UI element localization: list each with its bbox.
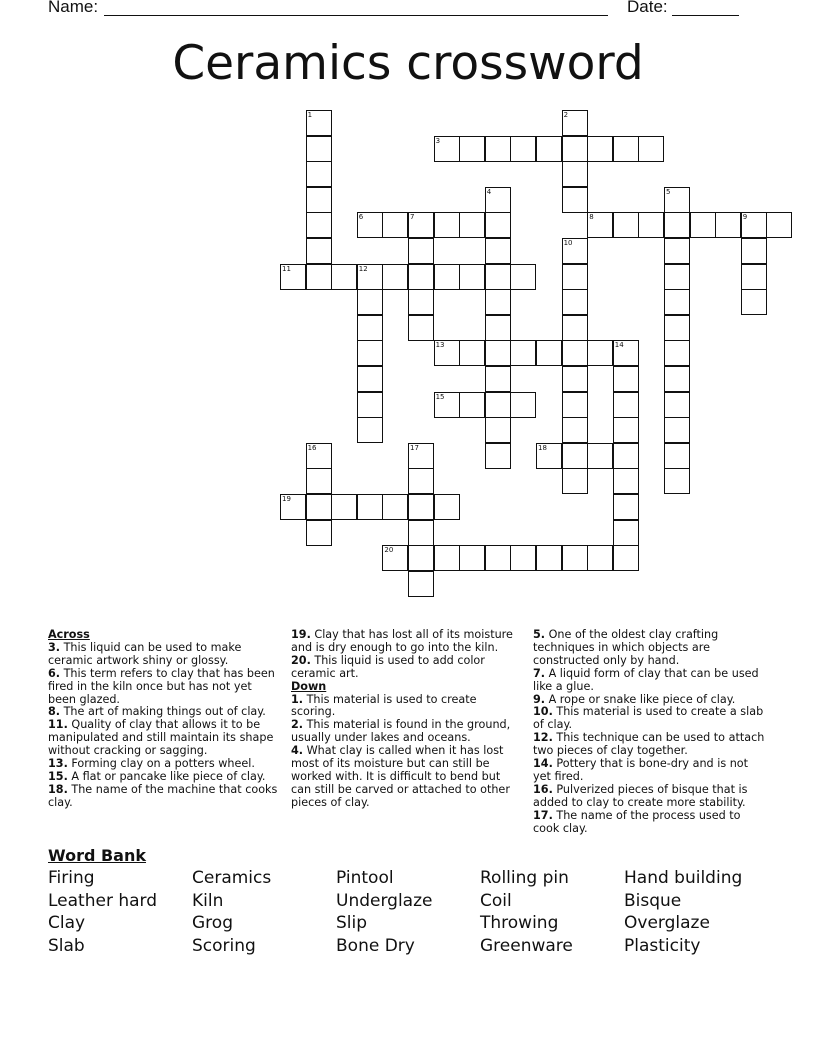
down-clue [533,758,765,784]
crossword-cell[interactable] [613,392,639,418]
clue-number: 10. [533,705,553,719]
crossword-cell[interactable] [562,136,588,162]
crossword-cell[interactable] [613,520,639,546]
clue-number: 15 [435,392,445,401]
across-heading: Across [48,628,90,641]
across-clue [291,629,523,655]
clue-number: 15. [48,769,68,783]
page-title: Ceramics crossword [172,36,644,91]
crossword-cell[interactable] [664,289,690,315]
crossword-cell[interactable] [459,392,485,418]
clue-number: 18 [538,443,547,452]
crossword-cell[interactable] [562,366,588,392]
down-clue [533,784,765,810]
crossword-cell[interactable] [638,212,664,238]
word-bank-word: Rolling pin [480,868,569,888]
crossword-cell[interactable] [587,443,613,469]
crossword-cell[interactable] [357,315,383,341]
crossword-cell[interactable] [613,468,639,494]
crossword-cell[interactable] [613,443,639,469]
crossword-cell[interactable] [664,238,690,264]
crossword-cell[interactable] [357,289,383,315]
down-heading: Down [291,679,327,693]
crossword-cell[interactable] [562,443,588,469]
crossword-cell[interactable] [306,520,332,546]
clues-column-3 [533,629,765,836]
crossword-cell[interactable] [690,212,716,238]
clue-number: 5 [666,187,671,196]
clue-number: 2 [563,111,569,119]
crossword-cell[interactable] [408,545,434,571]
crossword-cell[interactable] [485,340,511,366]
clues-column-2 [291,629,523,810]
crossword-cell[interactable] [741,289,767,315]
clue-text: A liquid form of clay that can be used like a glue. [533,666,759,693]
clue-text: This material is found in the ground, usually under lakes and oceans. [291,718,511,745]
clue-number: 14 [614,341,624,350]
crossword-cell[interactable] [357,340,383,366]
word-bank-word: Plasticity [624,936,701,957]
crossword-cell[interactable] [613,366,639,392]
across-clue-list-part-2 [291,629,523,681]
crossword-cell[interactable] [510,136,536,162]
clue-number: 3 [435,136,441,145]
clue-number: 16 [307,443,317,452]
crossword-cell[interactable] [459,545,485,571]
across-clue [48,642,280,668]
crossword-cell[interactable] [664,340,690,366]
crossword-cell[interactable] [664,417,690,443]
clue-text: Pottery that is bone-dry and is not yet fired. [533,757,749,783]
crossword-cell[interactable] [485,443,511,469]
crossword-cell[interactable] [562,289,588,315]
crossword-cell[interactable] [562,238,588,264]
crossword-cell[interactable] [485,417,511,443]
crossword-cell[interactable] [510,392,536,418]
crossword-cell[interactable] [434,340,460,366]
clue-number: 6 [358,213,364,222]
crossword-cell[interactable] [536,443,562,469]
word-bank [48,868,768,960]
clue-number: 13 [435,341,445,350]
crossword-cell[interactable] [459,340,485,366]
crossword-cell[interactable] [280,264,306,290]
clue-number: 2. [291,718,304,732]
crossword-cell[interactable] [408,443,434,469]
crossword-cell[interactable] [664,443,690,469]
crossword-cell[interactable] [357,494,383,520]
crossword-cell[interactable] [613,340,639,366]
clue-text: What clay is called when it has lost most of its moisture but can still be worked with. It is difficult to bend but can still be carved or attached to other pieces of clay. [291,744,510,809]
crossword-cell[interactable] [434,545,460,571]
clue-number: 4 [486,187,492,196]
clue-number: 12 [358,264,368,273]
crossword-cell[interactable] [510,545,536,571]
word-bank-word: Coil [480,890,512,911]
clue-number: 8. [48,705,61,719]
crossword-cell[interactable] [306,161,332,187]
crossword-cell[interactable] [664,212,690,238]
crossword-cell[interactable] [408,468,434,494]
clue-number: 4. [291,744,304,758]
clue-number: 9. [533,692,546,706]
crossword-cell[interactable] [408,520,434,546]
crossword-cell[interactable] [562,417,588,443]
crossword-cell[interactable] [357,264,383,290]
crossword-cell[interactable] [357,366,383,392]
crossword-cell[interactable] [638,136,664,162]
crossword-cell[interactable] [741,238,767,264]
crossword-cell[interactable] [664,187,690,213]
word-bank-word: Slab [48,936,85,957]
clue-text: The name of the machine that cooks clay. [48,782,278,809]
crossword-cell[interactable] [562,264,588,290]
crossword-cell[interactable] [664,468,690,494]
crossword-cell[interactable] [280,494,306,520]
down-clue [291,719,523,745]
clue-number: 16. [533,782,553,796]
clue-number: 20 [384,546,394,555]
crossword-cell[interactable] [510,264,536,290]
clue-text: A rope or snake like piece of clay. [545,692,736,706]
clue-number: 7 [410,213,415,222]
crossword-cell[interactable] [485,366,511,392]
clue-number: 11 [282,264,291,273]
word-bank-word: Ceramics [192,868,272,888]
crossword-cell[interactable] [459,212,485,238]
clue-text: Quality of clay that allows it to be manipulated and still maintain its shape without cracking or sagging. [48,718,274,758]
clue-number: 11. [48,718,68,732]
crossword-cell[interactable] [510,340,536,366]
crossword-cell[interactable] [382,212,408,238]
crossword-cell[interactable] [382,264,408,290]
clue-number: 13. [48,757,68,771]
clue-text: This liquid is used to add color ceramic art. [291,653,485,680]
crossword-cell[interactable] [485,392,511,418]
clue-number: 3. [48,640,61,654]
crossword-cell[interactable] [715,212,741,238]
clue-text: Pulverized pieces of bisque that is added to clay to create more stability. [533,782,748,809]
down-clue-list-part-2 [533,629,765,836]
word-bank-word: Throwing [480,913,559,934]
clue-text: This material is used to create a slab of clay. [533,705,764,732]
crossword-cell[interactable] [408,315,434,341]
crossword-cell[interactable] [741,264,767,290]
date-label: Date: [627,0,668,16]
word-bank-word: Greenware [480,936,573,957]
crossword-cell[interactable] [408,212,434,238]
down-clue [533,629,765,668]
crossword-cell[interactable] [613,417,639,443]
across-clue [291,655,523,681]
clue-number: 6. [48,666,61,680]
crossword-cell[interactable] [306,110,332,136]
crossword-cell[interactable] [306,264,332,290]
word-bank-word: Grog [192,913,233,934]
crossword-cell[interactable] [536,545,562,571]
crossword-cell[interactable] [562,315,588,341]
crossword-cell[interactable] [562,468,588,494]
clue-number: 19 [282,495,291,503]
across-clue [48,719,280,758]
crossword-cell[interactable] [613,545,639,571]
crossword-cell[interactable] [485,315,511,341]
crossword-cell[interactable] [536,136,562,162]
crossword-cell[interactable] [613,136,639,162]
clue-number: 10 [563,239,573,247]
crossword-cell[interactable] [357,212,383,238]
clue-number: 12. [533,731,553,745]
crossword-cell[interactable] [306,443,332,469]
clue-number: 9 [742,213,748,222]
clue-number: 5. [533,628,546,641]
clue-text: Clay that has lost all of its moisture and is dry enough to go into the kiln. [291,628,513,654]
down-clue [533,732,765,758]
crossword-cell[interactable] [306,212,332,238]
crossword-cell[interactable] [306,136,332,162]
crossword-cell[interactable] [664,366,690,392]
crossword-cell[interactable] [562,392,588,418]
word-bank-word: Hand building [624,868,743,888]
crossword-cell[interactable] [331,264,357,290]
crossword-cell[interactable] [485,136,511,162]
crossword-cell[interactable] [664,392,690,418]
crossword-cell[interactable] [408,264,434,290]
crossword-cell[interactable] [562,340,588,366]
crossword-cell[interactable] [306,468,332,494]
clue-number: 7. [533,666,546,680]
clue-text: This term refers to clay that has been fired in the kiln once but has not yet been glazed. [48,666,275,706]
clue-text: This material is used to create scoring. [291,692,477,719]
down-clue [533,668,765,694]
crossword-cell[interactable] [613,212,639,238]
clue-number: 17 [410,443,419,452]
crossword-cell[interactable] [485,238,511,264]
crossword-cell[interactable] [562,161,588,187]
crossword-cell[interactable] [434,494,460,520]
clue-number: 20. [291,653,311,667]
down-clue [533,810,765,836]
crossword-cell[interactable] [587,340,613,366]
crossword-cell[interactable] [562,187,588,213]
crossword-cell[interactable] [434,392,460,418]
down-clue [533,706,765,732]
crossword-cell[interactable] [536,340,562,366]
word-bank-word: Slip [336,913,368,934]
word-bank-word: Leather hard [48,890,158,911]
clue-text: The name of the process used to cook clay. [533,808,741,835]
crossword-cell[interactable] [459,264,485,290]
clues-column-1 [48,629,280,810]
crossword-cell[interactable] [306,238,332,264]
clue-number: 19. [291,628,311,641]
word-bank-word: Clay [48,913,86,934]
clue-text: The art of making things out of clay. [60,705,266,719]
crossword-cell[interactable] [434,264,460,290]
word-bank-word: Pintool [336,868,394,888]
crossword-cell[interactable] [741,212,767,238]
crossword-cell[interactable] [485,289,511,315]
clue-number: 8 [589,213,594,222]
word-bank-word: Overglaze [624,913,710,934]
clue-number: 14. [533,757,553,771]
word-bank-word: Kiln [192,890,224,911]
clue-text: This technique can be used to attach two pieces of clay together. [533,731,765,758]
crossword-cell[interactable] [587,212,613,238]
clue-number: 1. [291,692,304,706]
clue-text: A flat or pancake like piece of clay. [67,769,266,783]
crossword-cell[interactable] [408,289,434,315]
crossword-cell[interactable] [613,494,639,520]
across-clue [48,784,280,810]
crossword-cell[interactable] [562,110,588,136]
word-bank-word: Bone Dry [336,936,415,957]
word-bank-word: Scoring [192,936,256,957]
crossword-cell[interactable] [306,494,332,520]
crossword-cell[interactable] [459,136,485,162]
crossword-cell[interactable] [306,187,332,213]
name-label: Name: [48,0,99,16]
clue-number: 1 [307,111,313,119]
crossword-cell[interactable] [357,417,383,443]
word-bank-word: Bisque [624,890,682,911]
word-bank-title: Word Bank [48,846,147,865]
crossword-cell[interactable] [766,212,792,238]
crossword-cell[interactable] [434,212,460,238]
clue-number: 17. [533,808,553,822]
crossword-cell[interactable] [408,571,434,597]
clue-text: One of the oldest clay crafting techniques in which objects are constructed only by hand. [533,628,719,667]
crossword-cell[interactable] [434,136,460,162]
across-clue [48,668,280,707]
down-clue [291,745,523,810]
across-clue-list-part-1 [48,642,280,810]
down-clue-list-part-1 [291,694,523,810]
crossword-cell[interactable] [408,494,434,520]
clue-text: Forming clay on a potters wheel. [67,757,255,771]
crossword-cell[interactable] [331,494,357,520]
crossword-cell[interactable] [485,187,511,213]
crossword-cell[interactable] [408,238,434,264]
word-bank-word: Underglaze [336,890,433,911]
down-clue [291,694,523,720]
crossword-cell[interactable] [664,264,690,290]
crossword-cell[interactable] [382,545,408,571]
crossword-cell[interactable] [485,212,511,238]
clue-text: This liquid can be used to make ceramic artwork shiny or glossy. [48,640,242,667]
crossword-cell[interactable] [664,315,690,341]
clue-number: 18. [48,782,68,796]
crossword-cell[interactable] [485,264,511,290]
crossword-cell[interactable] [562,545,588,571]
crossword-cell[interactable] [357,392,383,418]
crossword-cell[interactable] [587,136,613,162]
word-bank-word: Firing [48,868,95,888]
crossword-cell[interactable] [382,494,408,520]
crossword-cell[interactable] [587,545,613,571]
crossword-cell[interactable] [485,545,511,571]
